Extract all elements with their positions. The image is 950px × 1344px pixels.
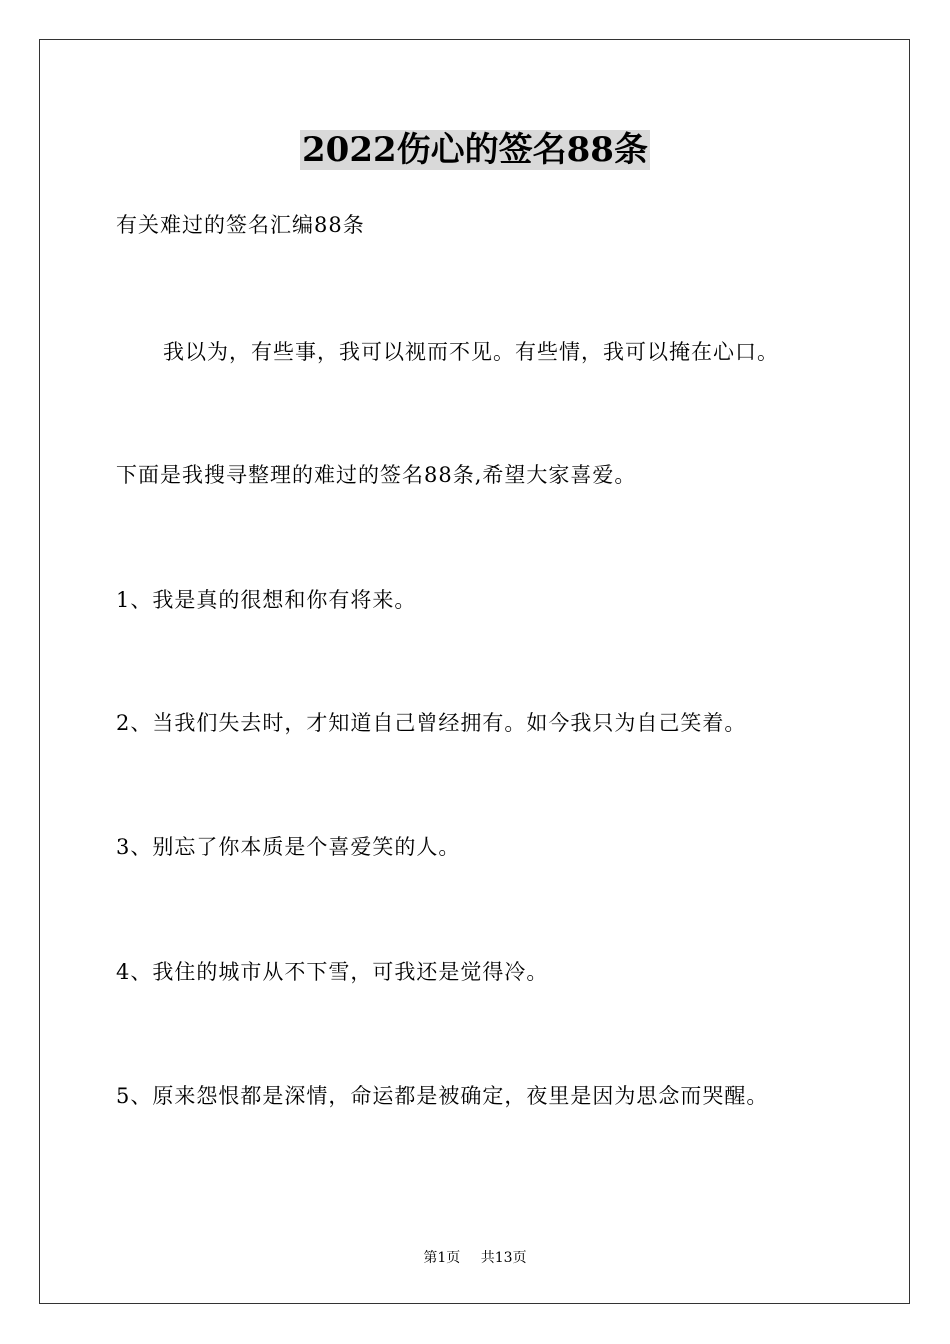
page-footer	[0, 1247, 950, 1267]
lead-paragraph: 下面是我搜寻整理的难过的签名88条,希望大家喜爱。	[116, 463, 637, 487]
list-item: 4、我住的城市从不下雪，可我还是觉得冷。	[116, 960, 549, 984]
page-number: 第1页	[423, 1250, 461, 1266]
document-subtitle: 有关难过的签名汇编88条	[116, 213, 365, 237]
list-item: 1、我是真的很想和你有将来。	[116, 588, 417, 612]
intro-paragraph: 我以为，有些事，我可以视而不见。有些情，我可以掩在心口。	[163, 340, 779, 364]
list-item: 5、原来怨恨都是深情，命运都是被确定，夜里是因为思念而哭醒。	[116, 1084, 769, 1108]
list-item: 2、当我们失去时，才知道自己曾经拥有。如今我只为自己笑着。	[116, 711, 747, 735]
list-item: 3、别忘了你本质是个喜爱笑的人。	[116, 835, 461, 859]
document-title-text: 2022伤心的签名88条	[302, 130, 648, 170]
page-count: 共13页	[480, 1250, 527, 1266]
document-title	[0, 128, 950, 172]
